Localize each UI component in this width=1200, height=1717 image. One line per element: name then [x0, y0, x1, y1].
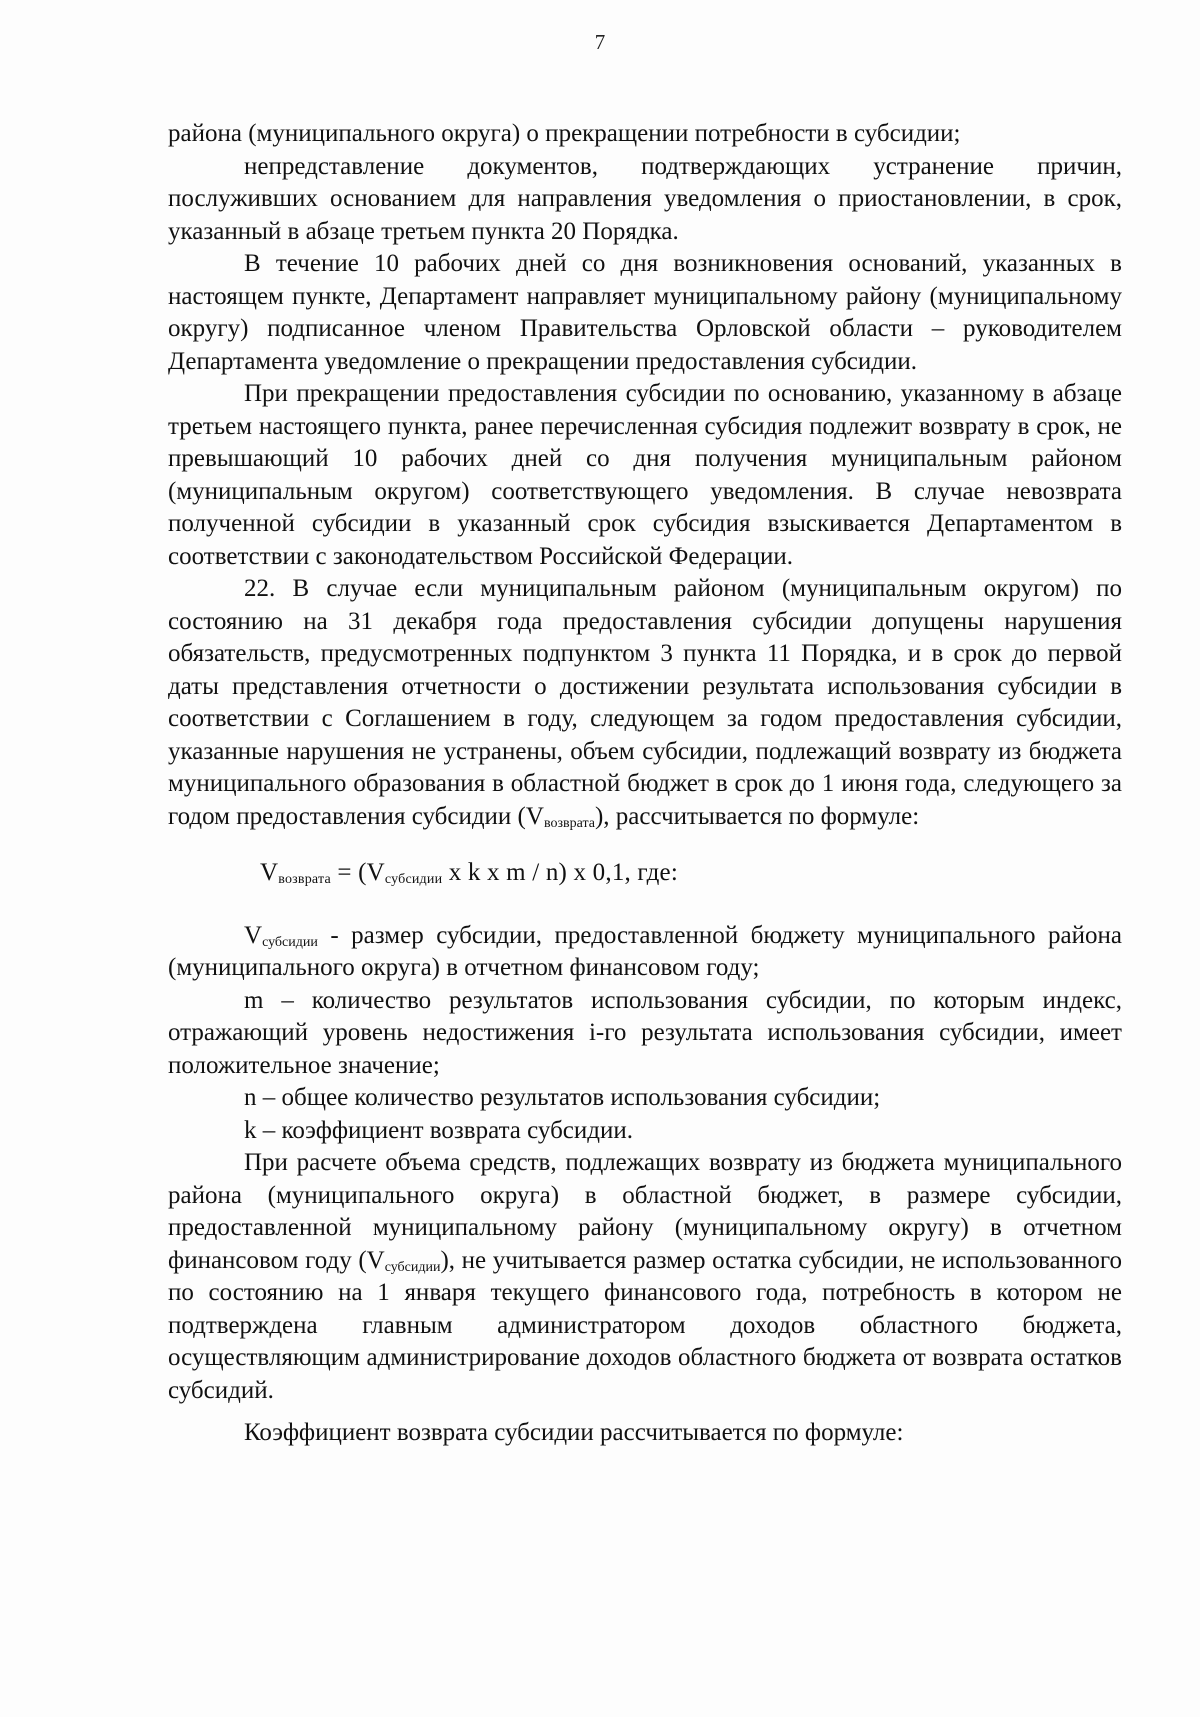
paragraph-22-tail: ), рассчитывается по формуле:: [594, 802, 920, 830]
def-sub-subsidii: субсидии: [262, 934, 318, 950]
paragraph-1: района (муниципального округа) о прекращении потребности в субсидии;: [168, 120, 961, 147]
document-body: [168, 118, 1122, 1450]
formula-v: V: [260, 859, 279, 886]
def-v: V: [244, 921, 263, 949]
definition-n: n – общее количество результатов использования субсидии;: [244, 1084, 881, 1111]
formula-tail: x k x m / n) x 0,1, где:: [442, 859, 679, 886]
paragraph-6-tail: ), не учитывается размер остатка субсидии, не использованного по состоянию на 1 января текущего финансового года, потребность в котором не подтверждена главным администратором доходов областного бюджета, осуществляющим администрирование доходов областного бюджета от возврата остатков субсидий.: [168, 1246, 1122, 1404]
page-number: 7: [594, 30, 606, 54]
formula-sub-vozvrata: возврата: [278, 872, 331, 887]
paragraph-22-text: 22. В случае если муниципальным районом (муниципальным округом) по состоянию на 31 декабря года предоставления субсидии допущены нарушения обязательств, предусмотренных подпунктом 3 пункта 11 Порядка, и в срок до первой даты представления отчетности о достижении результата использования субсидии в соответствии с Соглашением в году, следующем за годом предоставления субсидии, указанные нарушения не устранены, объем субсидии, подлежащий возврату из бюджета муниципального образования в областной бюджет в срок до 1 июня года, следующего за годом предоставления субсидии (V: [168, 575, 1122, 830]
paragraph-4: При прекращении предоставления субсидии по основанию, указанному в абзаце третьем настоящего пункта, ранее перечисленная субсидия подлежит возврату в срок, не превышающий 10 рабочих дней со дня получения муниципальным районом (муниципальным округом) соответствующего уведомления. В случае невозврата полученной субсидии в указанный срок субсидия взыскивается Департаментом в соответствии с законодательством Российской Федерации.: [168, 380, 1122, 570]
paragraph-7: Коэффициент возврата субсидии рассчитывается по формуле:: [244, 1419, 904, 1446]
paragraph-6-text: При расчете объема средств, подлежащих возврату из бюджета муниципального района (муниципального округа) в областной бюджет, в размере субсидии, предоставленной муниципальному району (муниципальному округу) в отчетном финансовом году (V: [168, 1149, 1122, 1274]
formula-v-vozvrata: [168, 857, 1122, 890]
subscript-vozvrata: возврата: [543, 815, 595, 831]
definition-k: k – коэффициент возврата субсидии.: [244, 1116, 634, 1144]
formula-equals: = (V: [330, 859, 385, 886]
paragraph-2: непредставление документов, подтверждающих устранение причин, послуживших основанием для направления уведомления о приостановлении, в срок, указанный в абзаце третьем пункта 20 Порядка.: [168, 152, 1122, 245]
def-v-text: - размер субсидии, предоставленной бюджету муниципального района (муниципального округа) в отчетном финансовом году;: [168, 921, 1122, 981]
definition-m: m – количество результатов использования субсидии, по которым индекс, отражающий уровень недостижения i-го результата использования субсидии, имеет положительное значение;: [168, 986, 1122, 1079]
formula-sub-subsidii: субсидии: [384, 872, 443, 887]
definition-v-subsidii: [168, 920, 1122, 985]
paragraph-22: [168, 573, 1122, 833]
p6-sub-subsidii: субсидии: [384, 1259, 441, 1275]
paragraph-3: В течение 10 рабочих дней со дня возникновения оснований, указанных в настоящем пункте, Департамент направляет муниципальному району (муниципальному округу) подписанное членом Правительства Орловской области – руководителем Департамента уведомление о прекращении предоставления субсидии.: [168, 250, 1122, 375]
paragraph-6: [168, 1147, 1122, 1407]
